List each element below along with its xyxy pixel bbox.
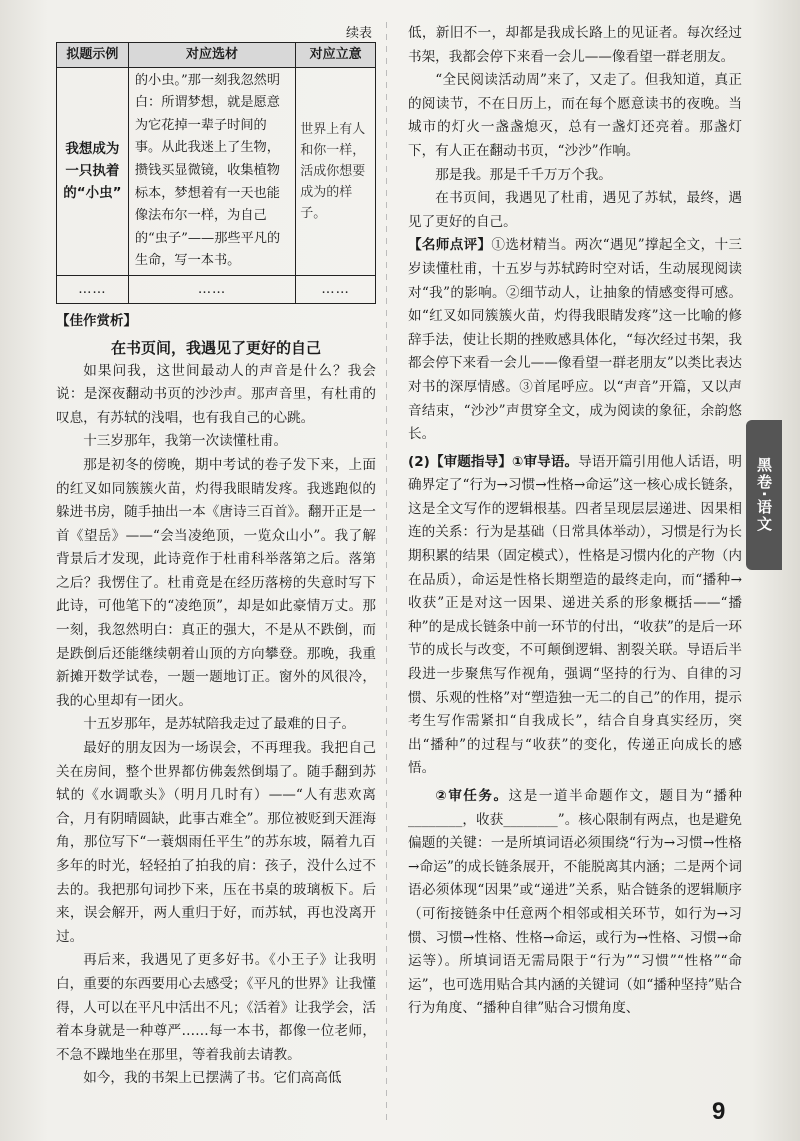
table-row — [57, 67, 376, 275]
comment-tag: 【名师点评】 — [408, 237, 492, 254]
essay-paragraph: 再后来，我遇见了更多好书。《小王子》让我明白，重要的东西要用心去感受；《平凡的世界》让我懂得，人可以在平凡中活出不凡；《活着》让我学会，活着本身就是一种尊严……每一本书，都像一位老师，不急不躁地坐在那里，等着我前去请教。 — [56, 952, 376, 1063]
material-cell: 的小虫。”那一刻我忽然明白：所谓梦想，就是愿意为它花掉一辈子时间的事。从此我迷上了生物，攒钱买显微镜，收集植物标本，梦想着有一天也能像法布尔一样，为自己的“虫子”——那些平凡的生命，写一本书。 — [128, 67, 295, 275]
right-column — [408, 22, 742, 1021]
section-tag: 【佳作赏析】 — [56, 312, 137, 329]
guide-tag: (2)【审题指导】 — [408, 453, 512, 470]
task-head: ②审任务。 — [435, 788, 509, 804]
teacher-comment — [408, 234, 742, 446]
essay-paragraph: 那是我。那是千千万万个我。 — [435, 166, 612, 183]
essay-paragraph: 十五岁那年，是苏轼陪我走过了最难的日子。 — [83, 716, 356, 733]
subject-side-tab: 黑卷·语文 — [746, 420, 782, 570]
theme-cell: 世界上有人和你一样，活成你想要成为的样子。 — [296, 67, 376, 275]
essay-paragraph: 最好的朋友因为一场误会，不再理我。我把自己关在房间，整个世界都仿佛轰然倒塌了。随手翻到苏轼的《水调歌头》（明月几时有）——“人有悲欢离合，月有阴晴圆缺，此事古难全”。那位被贬到天涯海角，那位写下“一蓑烟雨任平生”的苏东坡，隔着九百多年的时光，轻轻拍了拍我的肩：孩子，没什么过不去的。我把那句词抄下来，压在书桌的玻璃板下。后来，误会解开，两人重归于好，而苏轼，再也没离开过。 — [56, 740, 376, 945]
guide-text: 导语开篇引用他人话语，明确界定了“行为→习惯→性格→命运”这一核心成长链条，这是全文写作的逻辑根基。四者呈现层层递进、因果相连的关系：行为是基础（日常具体举动），习惯是行为长期积累的结果（固定模式），性格是习惯内化的产物（内在品质），命运是性格长期塑造的最终走向，而“播种→收获”正是对这一因果、递进关系的形象概括——“播种”的是成长链条中前一环节的付出，“收获”的是后一环节的成长与改变，不可颠倒逻辑、割裂关联。导语后半段进一步聚焦写作视角，强调“坚持的行为、自律的习惯、乐观的性格”对“塑造独一无二的自己”的作用，提示考生写作需紧扣“自我成长”，结合自身真实经历，突出“播种”的过程与“收获”的变化，传递正向成长的感悟。 — [408, 453, 742, 777]
essay-paragraph: 如果问我，这世间最动人的声音是什么？我会说：是深夜翻动书页的沙沙声。那声音里，有杜甫的叹息，有苏轼的浅唱，也有我自己的心跳。 — [56, 362, 376, 426]
left-column — [56, 22, 376, 1091]
essay-paragraph: “全民阅读活动周”来了，又走了。但我知道，真正的阅读节，不在日历上，而在每个愿意读书的夜晚。当城市的灯火一盏盏熄灭，总有一盏灯还亮着。那盏灯下，有人正在翻动书页，“沙沙”作响。 — [408, 72, 742, 159]
table-header-cell: 对应立意 — [296, 43, 376, 68]
essay-paragraph: 那是初冬的傍晚，期中考试的卷子发下来，上面的红叉如同簇簇火苗，灼得我眼睛发疼。我逃跑似的躲进书房，随手抽出一本《唐诗三百首》。翻开正是一首《望岳》——“会当凌绝顶，一览众山小”。我了解背景后才发现，此诗竟作于杜甫科举落第之后。落第之后？我愣住了。杜甫竟是在经历落榜的失意时写下此诗，可他笔下的“凌绝顶”，却是如此豪情万丈。那一刻，我忽然明白：真正的强大，不是从不跌倒，而是跌倒后还能继续朝着山顶的方向攀登。那晚，我重新摊开数学试卷，一题一题地订正。窗外的风很冷，我的心里却有一团火。 — [56, 456, 376, 709]
comment-text: ①选材精当。两次“遇见”撑起全文，十三岁读懂杜甫，十五岁与苏轼跨时空对话，生动展现阅读对“我”的影响。②细节动人，让抽象的情感变得可感。如“红叉如同簇簇火苗，灼得我眼睛发疼”这一比喻的修辞手法，使让长期的挫败感具体化，“每次经过书架，我都会停下来看一会儿——像看望一群老朋友”以类比表达对书的深厚情感。③首尾呼应。以“声音”开篇，又以声音结束，“沙沙”声贯穿全文，成为阅读的象征，余韵悠长。 — [408, 237, 742, 443]
table-row-ellipsis — [57, 275, 376, 303]
ellipsis-cell: …… — [128, 275, 295, 303]
page-number: 9 — [712, 1098, 726, 1125]
task-text: 这是一道半命题作文，题目为“播种________，收获________”。核心限制有两点，也是避免偏题的关键：一是所填词语必须围绕“行为→习惯→性格→命运”的成长链条展开，不能脱离其内涵；二是两个词语必须体现“因果”或“递进”关系，贴合链条的逻辑顺序（可衔接链条中任意两个相邻或相关环节，如行为→习惯、习惯→性格、性格→命运，或行为→性格、习惯→命运等）。所填词语无需局限于“行为”“习惯”“性格”“命运”，也可选用贴合其内涵的关键词（如“播种坚持”贴合行为角度、“播种自律”贴合习惯角度、 — [408, 788, 742, 1017]
ellipsis-cell: …… — [296, 275, 376, 303]
table-header-cell: 拟题示例 — [57, 43, 129, 68]
guide-head: ①审导语。 — [511, 453, 579, 470]
column-divider — [386, 22, 387, 1122]
table-header-row — [57, 43, 376, 68]
table-header-cell: 对应选材 — [128, 43, 295, 68]
essay-paragraph: 十三岁那年，我第一次读懂杜甫。 — [83, 433, 288, 450]
guide-paragraph — [408, 451, 742, 781]
essay-title: 在书页间，我遇见了更好的自己 — [110, 338, 321, 357]
essay-paragraph: 在书页间，我遇见了杜甫，遇见了苏轼，最终，遇见了更好的自己。 — [408, 190, 742, 230]
essay-paragraph: 如今，我的书架上已摆满了书。它们高高低 — [83, 1070, 342, 1087]
material-table — [56, 42, 376, 304]
table-continued-label: 续表 — [345, 26, 372, 41]
task-paragraph — [408, 785, 742, 1021]
ellipsis-cell: …… — [57, 275, 129, 303]
example-title-cell: 我想成为一只执着的“小虫” — [57, 67, 129, 275]
essay-paragraph: 低，新旧不一，却都是我成长路上的见证者。每次经过书架，我都会停下来看一会儿——像看望一群老朋友。 — [408, 25, 742, 65]
